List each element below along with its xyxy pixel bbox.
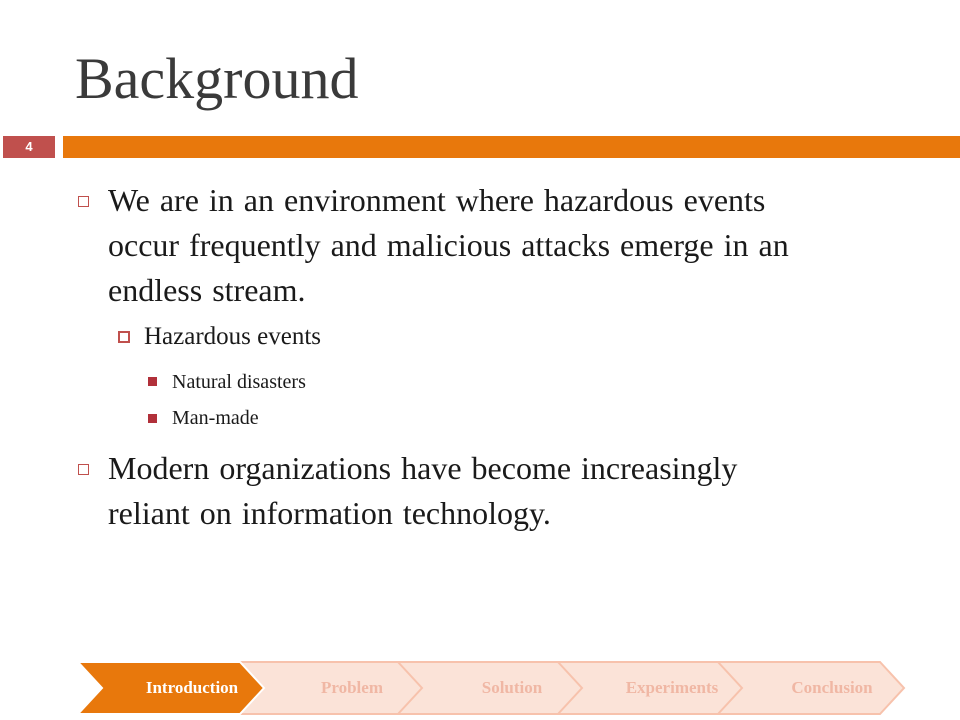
square-bullet-icon <box>148 377 157 386</box>
title-divider-bar <box>63 136 960 158</box>
bullet-text-line: occur frequently and malicious attacks emerge in an <box>108 227 789 263</box>
bullet-text-line: Modern organizations have become increasingly <box>108 450 738 486</box>
page-number-badge: 4 <box>3 136 55 158</box>
bullet-text-line: endless stream. <box>108 272 306 308</box>
nav-item-experiments[interactable]: Experiments <box>625 678 719 697</box>
hollow-square-bullet-icon <box>78 464 89 475</box>
nav-item-solution[interactable]: Solution <box>481 678 543 697</box>
section-navigation <box>70 658 910 718</box>
hollow-square-bullet-icon <box>78 196 89 207</box>
bullet-text-line: reliant on information technology. <box>108 495 551 531</box>
square-bullet-icon <box>148 414 157 423</box>
nav-item-conclusion[interactable]: Conclusion <box>791 678 873 697</box>
sub-bullet-text: Hazardous events <box>144 323 322 350</box>
filled-square-bullet-icon <box>118 331 130 343</box>
nav-item-introduction[interactable]: Introduction <box>145 678 239 697</box>
bullet-text-line: We are in an environment where hazardous events <box>108 182 766 218</box>
slide-title: Background <box>75 46 359 111</box>
nav-item-problem[interactable]: Problem <box>320 678 383 697</box>
sub-sub-bullet-text: Man-made <box>172 407 259 429</box>
sub-sub-bullet-text: Natural disasters <box>172 371 306 393</box>
